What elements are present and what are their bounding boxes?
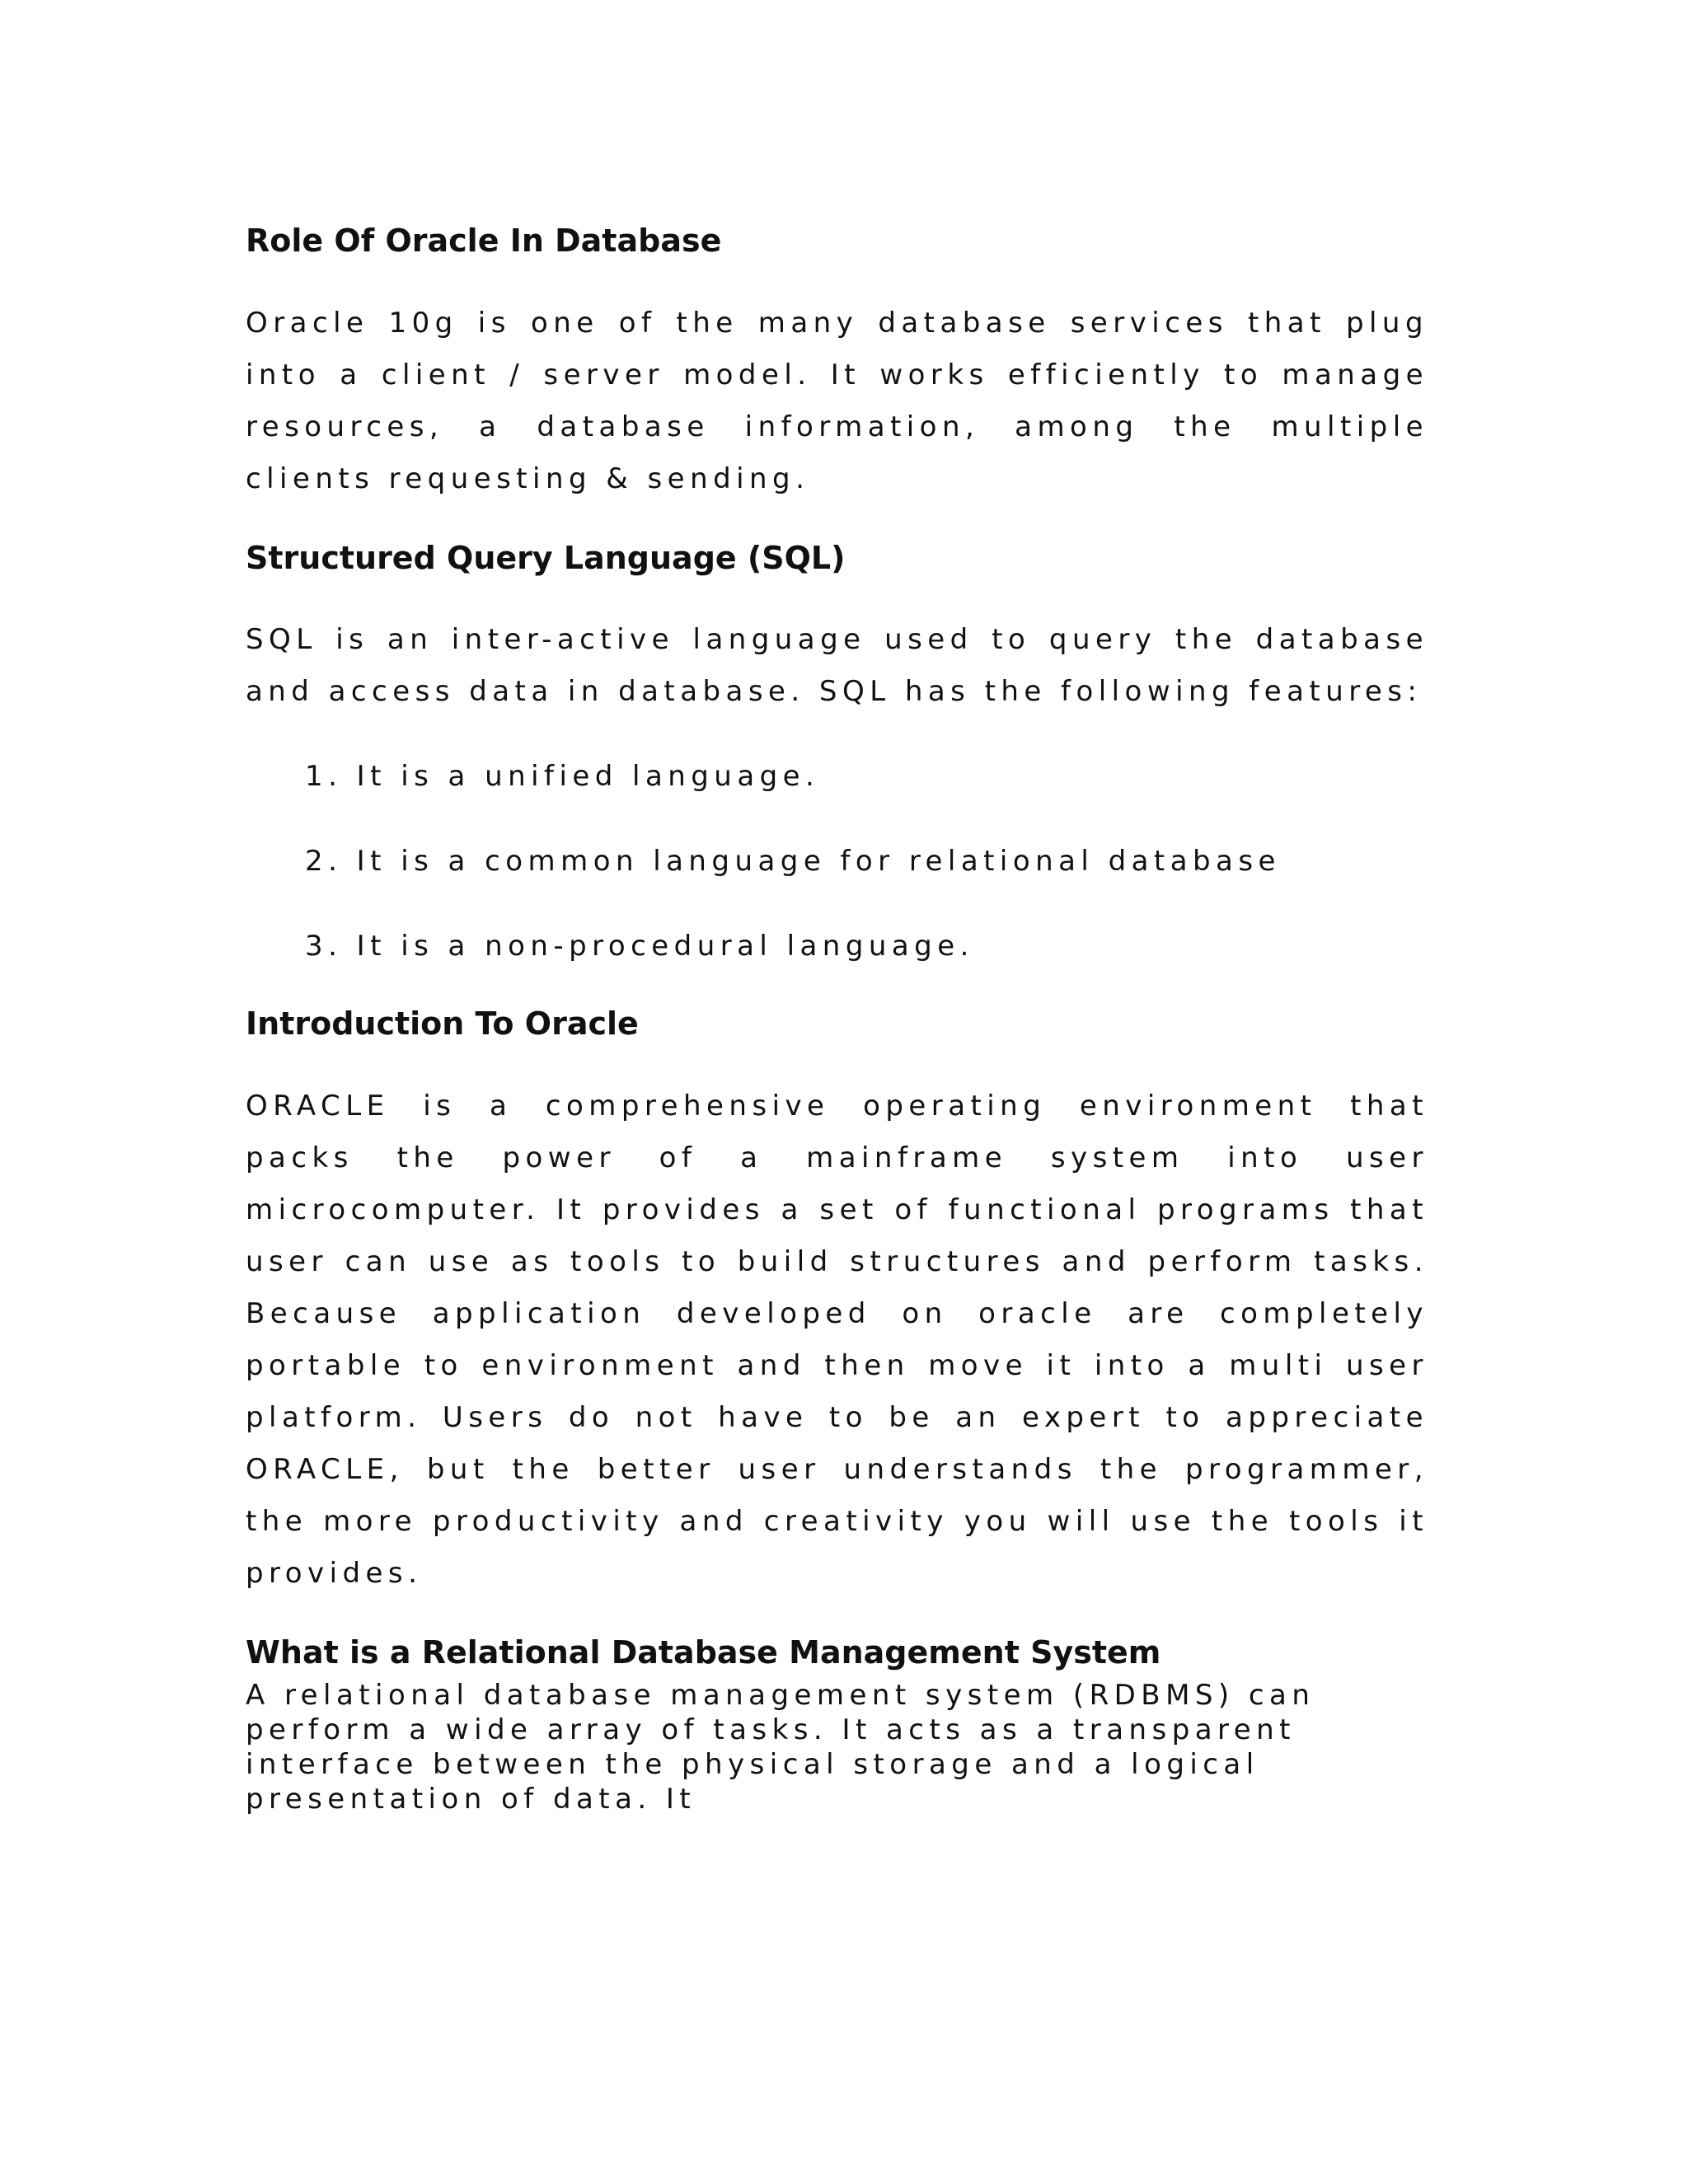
section-paragraph: ORACLE is a comprehensive operating environment that packs the power of a mainframe system into user microcomputer. It provides a set of functional programs that user can use as tools to build structures and perform tasks. Because application developed on oracle are completely portable to environment and then move it into a multi user platform. Users do not have to be an expert to appreciate ORACLE, but the better user understands the programmer, the more productivity and creativity you will use the tools it provides. (246, 1089, 1428, 1590)
section-heading: Role Of Oracle In Database (246, 223, 722, 259)
feature-list (246, 751, 1449, 972)
section-paragraph: SQL is an inter-active language used to query the database and access data in database. SQL has the following features: (246, 623, 1428, 709)
list-item-number: 3. (305, 930, 343, 963)
list-item (246, 751, 1449, 803)
section-rdbms (246, 1634, 1449, 1817)
list-item-number: 1. (305, 760, 343, 794)
section-heading: Introduction To Oracle (246, 1005, 639, 1043)
section-heading: Structured Query Language (SQL) (246, 539, 846, 576)
list-item-text: It is a non-procedural language. (356, 930, 974, 963)
section-heading: What is a Relational Database Management System (246, 1633, 1161, 1671)
section-sql (246, 540, 1449, 973)
section-paragraph: A relational database management system (RDBMS) can perform a wide array of tasks. It acts as a transparent interface between the physical storage and a logical presentation of data. It (246, 1679, 1315, 1816)
section-introduction-to-oracle (246, 1005, 1449, 1600)
list-item (246, 921, 1449, 972)
list-item-text: It is a unified language. (356, 760, 820, 794)
document-page (246, 223, 1449, 1816)
list-item-text: It is a common language for relational database (356, 845, 1281, 879)
section-paragraph: Oracle 10g is one of the many database services that plug into a client / server model. It works efficiently to manage resources, a database information, among the multiple clients requesting & sending. (246, 306, 1428, 495)
section-role-of-oracle (246, 223, 1449, 505)
list-item (246, 836, 1449, 888)
list-item-number: 2. (305, 845, 343, 879)
